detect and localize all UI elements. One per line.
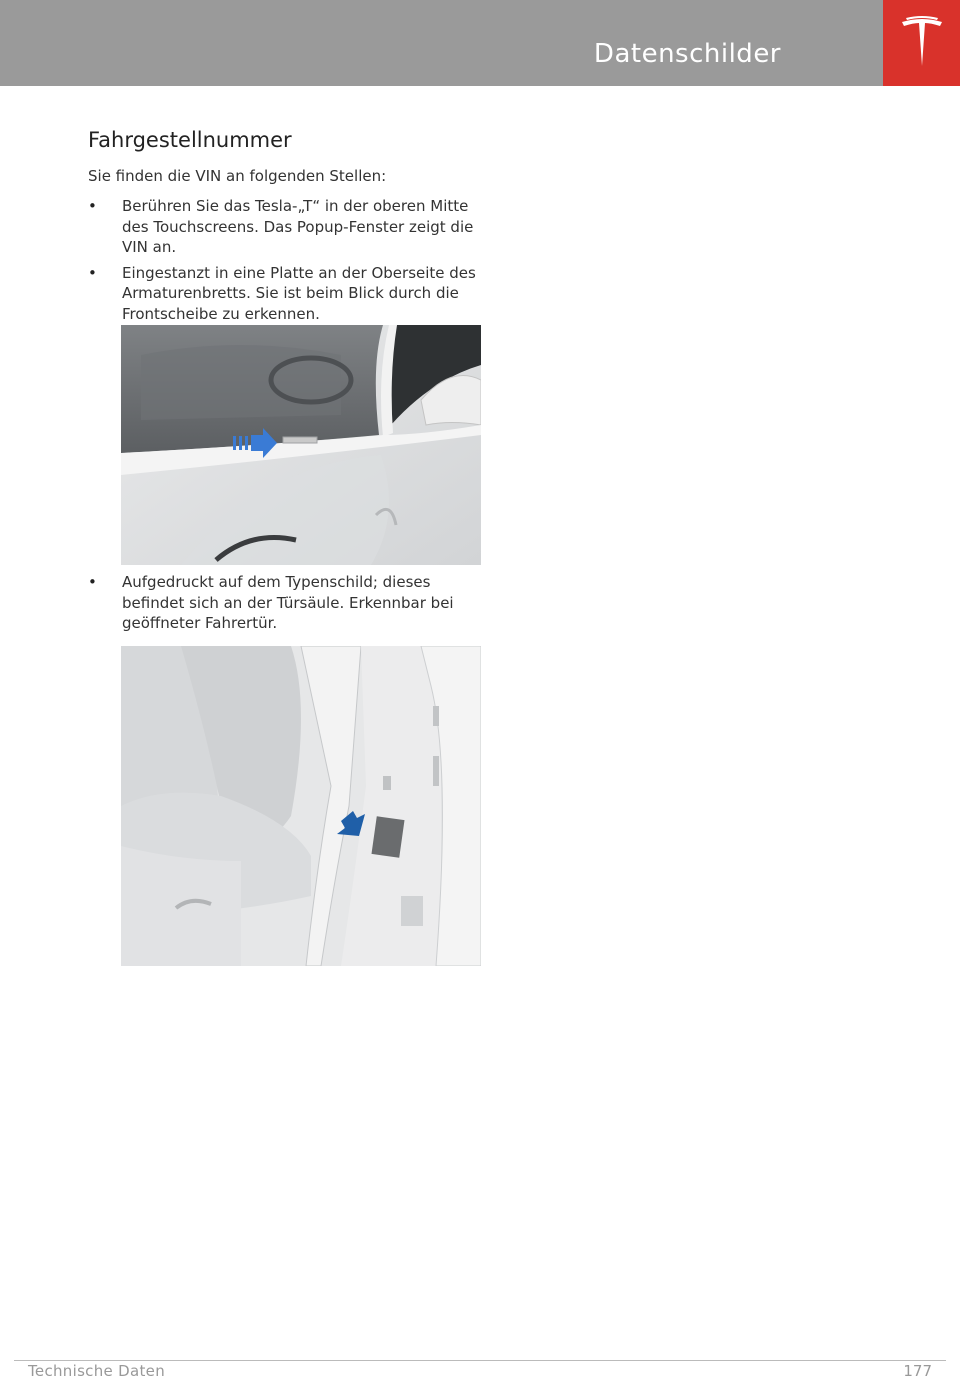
section-title: Fahrgestellnummer	[88, 128, 292, 152]
tesla-logo-icon	[900, 16, 944, 68]
bullet-list	[88, 196, 488, 324]
bullet-item-touchscreen: • Berühren Sie das Tesla-„T“ in der oberen Mitte des Touchscreens. Das Popup-Fenster zeigt die VIN an.	[88, 196, 488, 258]
header-band	[0, 0, 883, 86]
footer-section-name: Technische Daten	[28, 1362, 165, 1380]
intro-text: Sie finden die VIN an folgenden Stellen:	[88, 167, 387, 185]
bullet-list-2	[88, 572, 488, 634]
footer-page-number: 177	[903, 1362, 932, 1380]
figure-door-pillar-label	[121, 646, 481, 966]
bullet-item-dashboard: • Eingestanzt in eine Platte an der Oberseite des Armaturenbretts. Sie ist beim Blick durch die Frontscheibe zu erkennen.	[88, 263, 488, 325]
bullet-item-door-pillar: • Aufgedruckt auf dem Typenschild; dieses befindet sich an der Türsäule. Erkennbar bei geöffneter Fahrertür.	[88, 572, 488, 634]
page-title: Datenschilder	[593, 39, 781, 70]
figure-windshield-vin	[121, 325, 481, 565]
bullet-item-pillar-wrap	[88, 572, 488, 634]
footer-divider	[14, 1360, 946, 1361]
main-content	[88, 128, 488, 324]
logo-box	[883, 0, 960, 86]
